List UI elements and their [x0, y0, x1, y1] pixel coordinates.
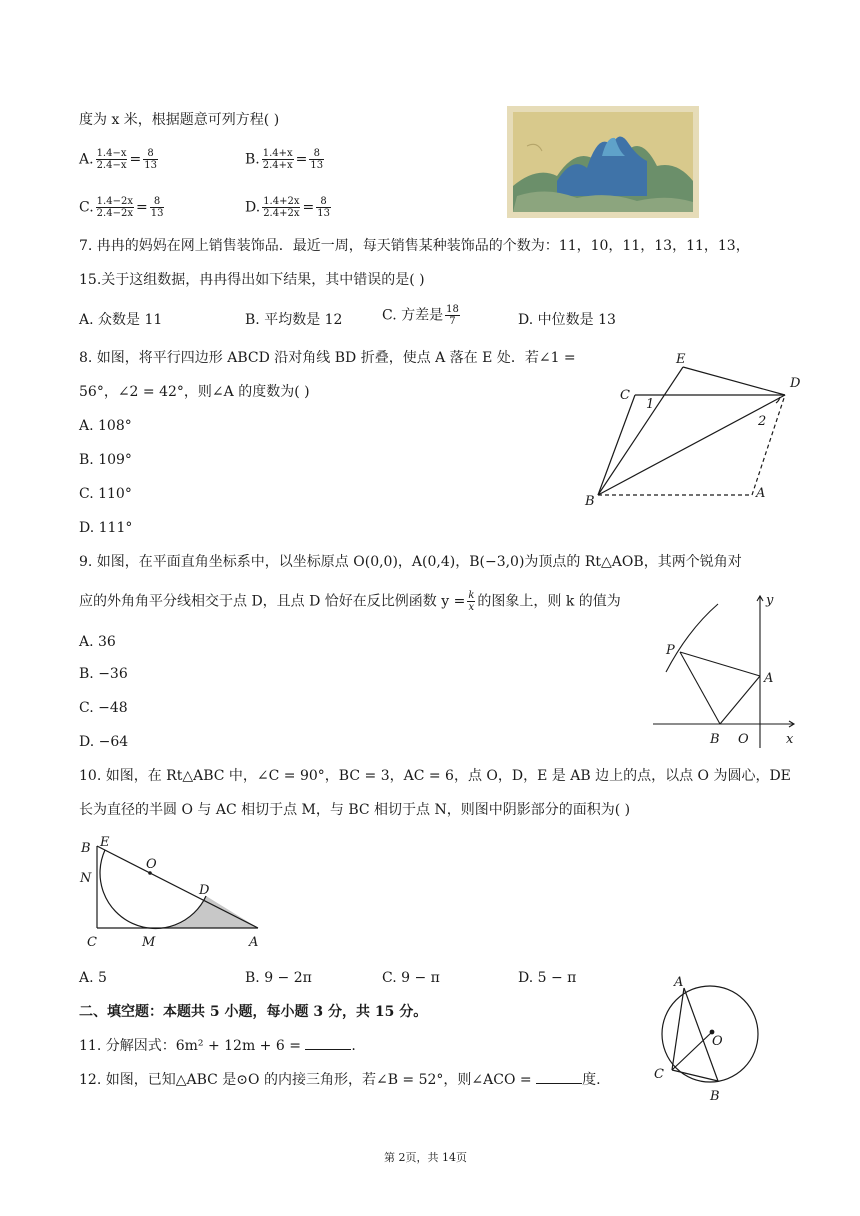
q7-line1: 7. 冉冉的妈妈在网上销售装饰品．最近一周，每天销售某种装饰品的个数为：11，10，11，13，11，13，	[79, 238, 750, 254]
q12-label-o: O	[712, 1034, 723, 1049]
q7-option-b: B. 平均数是 12	[245, 312, 343, 328]
q6-option-c: C. $\frac{1.4-2x}{2.4-2x}$ = $\frac{8}{13}$	[79, 196, 164, 219]
q12-label-b: B	[710, 1089, 720, 1104]
q9-coordinate-figure	[648, 590, 808, 750]
q8-label-d: D	[790, 376, 801, 391]
q8-option-b: B. 109°	[79, 452, 132, 468]
landscape-painting-image	[507, 106, 699, 218]
q12-text: 12. 如图，已知△ABC 是⊙O 的内接三角形，若∠B = 52°，则∠ACO = 度.	[79, 1072, 601, 1088]
q9-label-b: B	[710, 732, 720, 747]
q10-option-a: A. 5	[79, 970, 107, 986]
q7-option-d: D. 中位数是 13	[518, 312, 616, 328]
q6-option-d: D. $\frac{1.4+2x}{2.4+2x}$ = $\frac{8}{13}$	[245, 196, 330, 219]
q6-option-a: A. $\frac{1.4-x}{2.4-x}$ = $\frac{8}{13}$	[79, 148, 157, 171]
q8-option-d: D. 111°	[79, 520, 133, 536]
section2-title: 二、填空题：本题共 5 小题，每小题 3 分，共 15 分。	[79, 1004, 428, 1020]
q8-label-1: 1	[646, 397, 655, 412]
q12-label-a: A	[674, 975, 684, 990]
q11-answer-blank	[305, 1037, 351, 1050]
q9-line1: 9. 如图，在平面直角坐标系中，以坐标原点 O(0,0)，A(0,4)，B(−3,0)为顶点的 Rt△AOB，其两个锐角对	[79, 554, 742, 570]
q12-circle-figure	[652, 974, 772, 1106]
q8-line2: 56°，∠2 = 42°，则∠A 的度数为( )	[79, 384, 310, 400]
q10-label-a: A	[249, 935, 259, 950]
q10-option-b: B. 9 − 2π	[245, 970, 312, 986]
q10-option-c: C. 9 − π	[382, 970, 440, 986]
q10-line1: 10. 如图，在 Rt△ABC 中，∠C = 90°，BC = 3，AC = 6，点 O，D，E 是 AB 边上的点，以点 O 为圆心，DE	[79, 768, 791, 784]
q11-text: 11. 分解因式：6m² + 12m + 6 = .	[79, 1038, 356, 1054]
q8-option-a: A. 108°	[79, 418, 132, 434]
q6-option-b: B. $\frac{1.4+x}{2.4+x}$ = $\frac{8}{13}$	[245, 148, 324, 171]
q8-label-c: C	[620, 388, 630, 403]
page-footer: 第 2页，共 14页	[384, 1151, 467, 1164]
q10-label-n: N	[80, 871, 92, 886]
q9-option-d: D. −64	[79, 734, 129, 750]
q10-triangle-figure	[78, 832, 268, 952]
q8-option-c: C. 110°	[79, 486, 132, 502]
q12-answer-blank	[536, 1071, 582, 1084]
q7-option-c: C. 方差是 $\frac{18}{7}$	[382, 304, 459, 327]
q9-line2: 应的外角角平分线相交于点 D，且点 D 恰好在反比例函数 y = $\frac{k}{x}$ 的图象上，则 k 的值为	[79, 590, 621, 613]
q9-option-a: A. 36	[79, 634, 116, 650]
q9-option-c: C. −48	[79, 700, 128, 716]
q7-line2: 15.关于这组数据，冉冉得出如下结果，其中错误的是( )	[79, 272, 425, 288]
q8-parallelogram-figure	[580, 345, 810, 510]
q10-label-b: B	[81, 841, 91, 856]
q8-line1: 8. 如图，将平行四边形 ABCD 沿对角线 BD 折叠，使点 A 落在 E 处．若∠1 =	[79, 350, 576, 366]
q9-label-y: y	[766, 593, 774, 608]
q8-label-a: A	[756, 486, 766, 501]
q8-label-b: B	[585, 494, 595, 509]
q8-label-2: 2	[758, 414, 767, 429]
q9-option-b: B. −36	[79, 666, 128, 682]
q10-label-m: M	[142, 935, 156, 950]
q10-label-c: C	[87, 935, 97, 950]
q10-label-e: E	[100, 835, 110, 850]
q10-option-d: D. 5 − π	[518, 970, 577, 986]
q10-line2: 长为直径的半圆 O 与 AC 相切于点 M，与 BC 相切于点 N，则图中阴影部分的面积为( )	[79, 802, 631, 818]
q9-label-o: O	[738, 732, 749, 747]
q9-label-x: x	[786, 732, 794, 747]
q9-label-a: A	[764, 671, 774, 686]
q9-label-p: P	[666, 643, 675, 658]
q10-label-d: D	[199, 883, 210, 898]
q8-label-e: E	[676, 352, 686, 367]
q12-label-c: C	[654, 1067, 664, 1082]
q7-option-a: A. 众数是 11	[79, 312, 163, 328]
q6-stem-tail: 度为 x 米，根据题意可列方程( )	[79, 112, 280, 128]
q10-label-o: O	[146, 857, 157, 872]
